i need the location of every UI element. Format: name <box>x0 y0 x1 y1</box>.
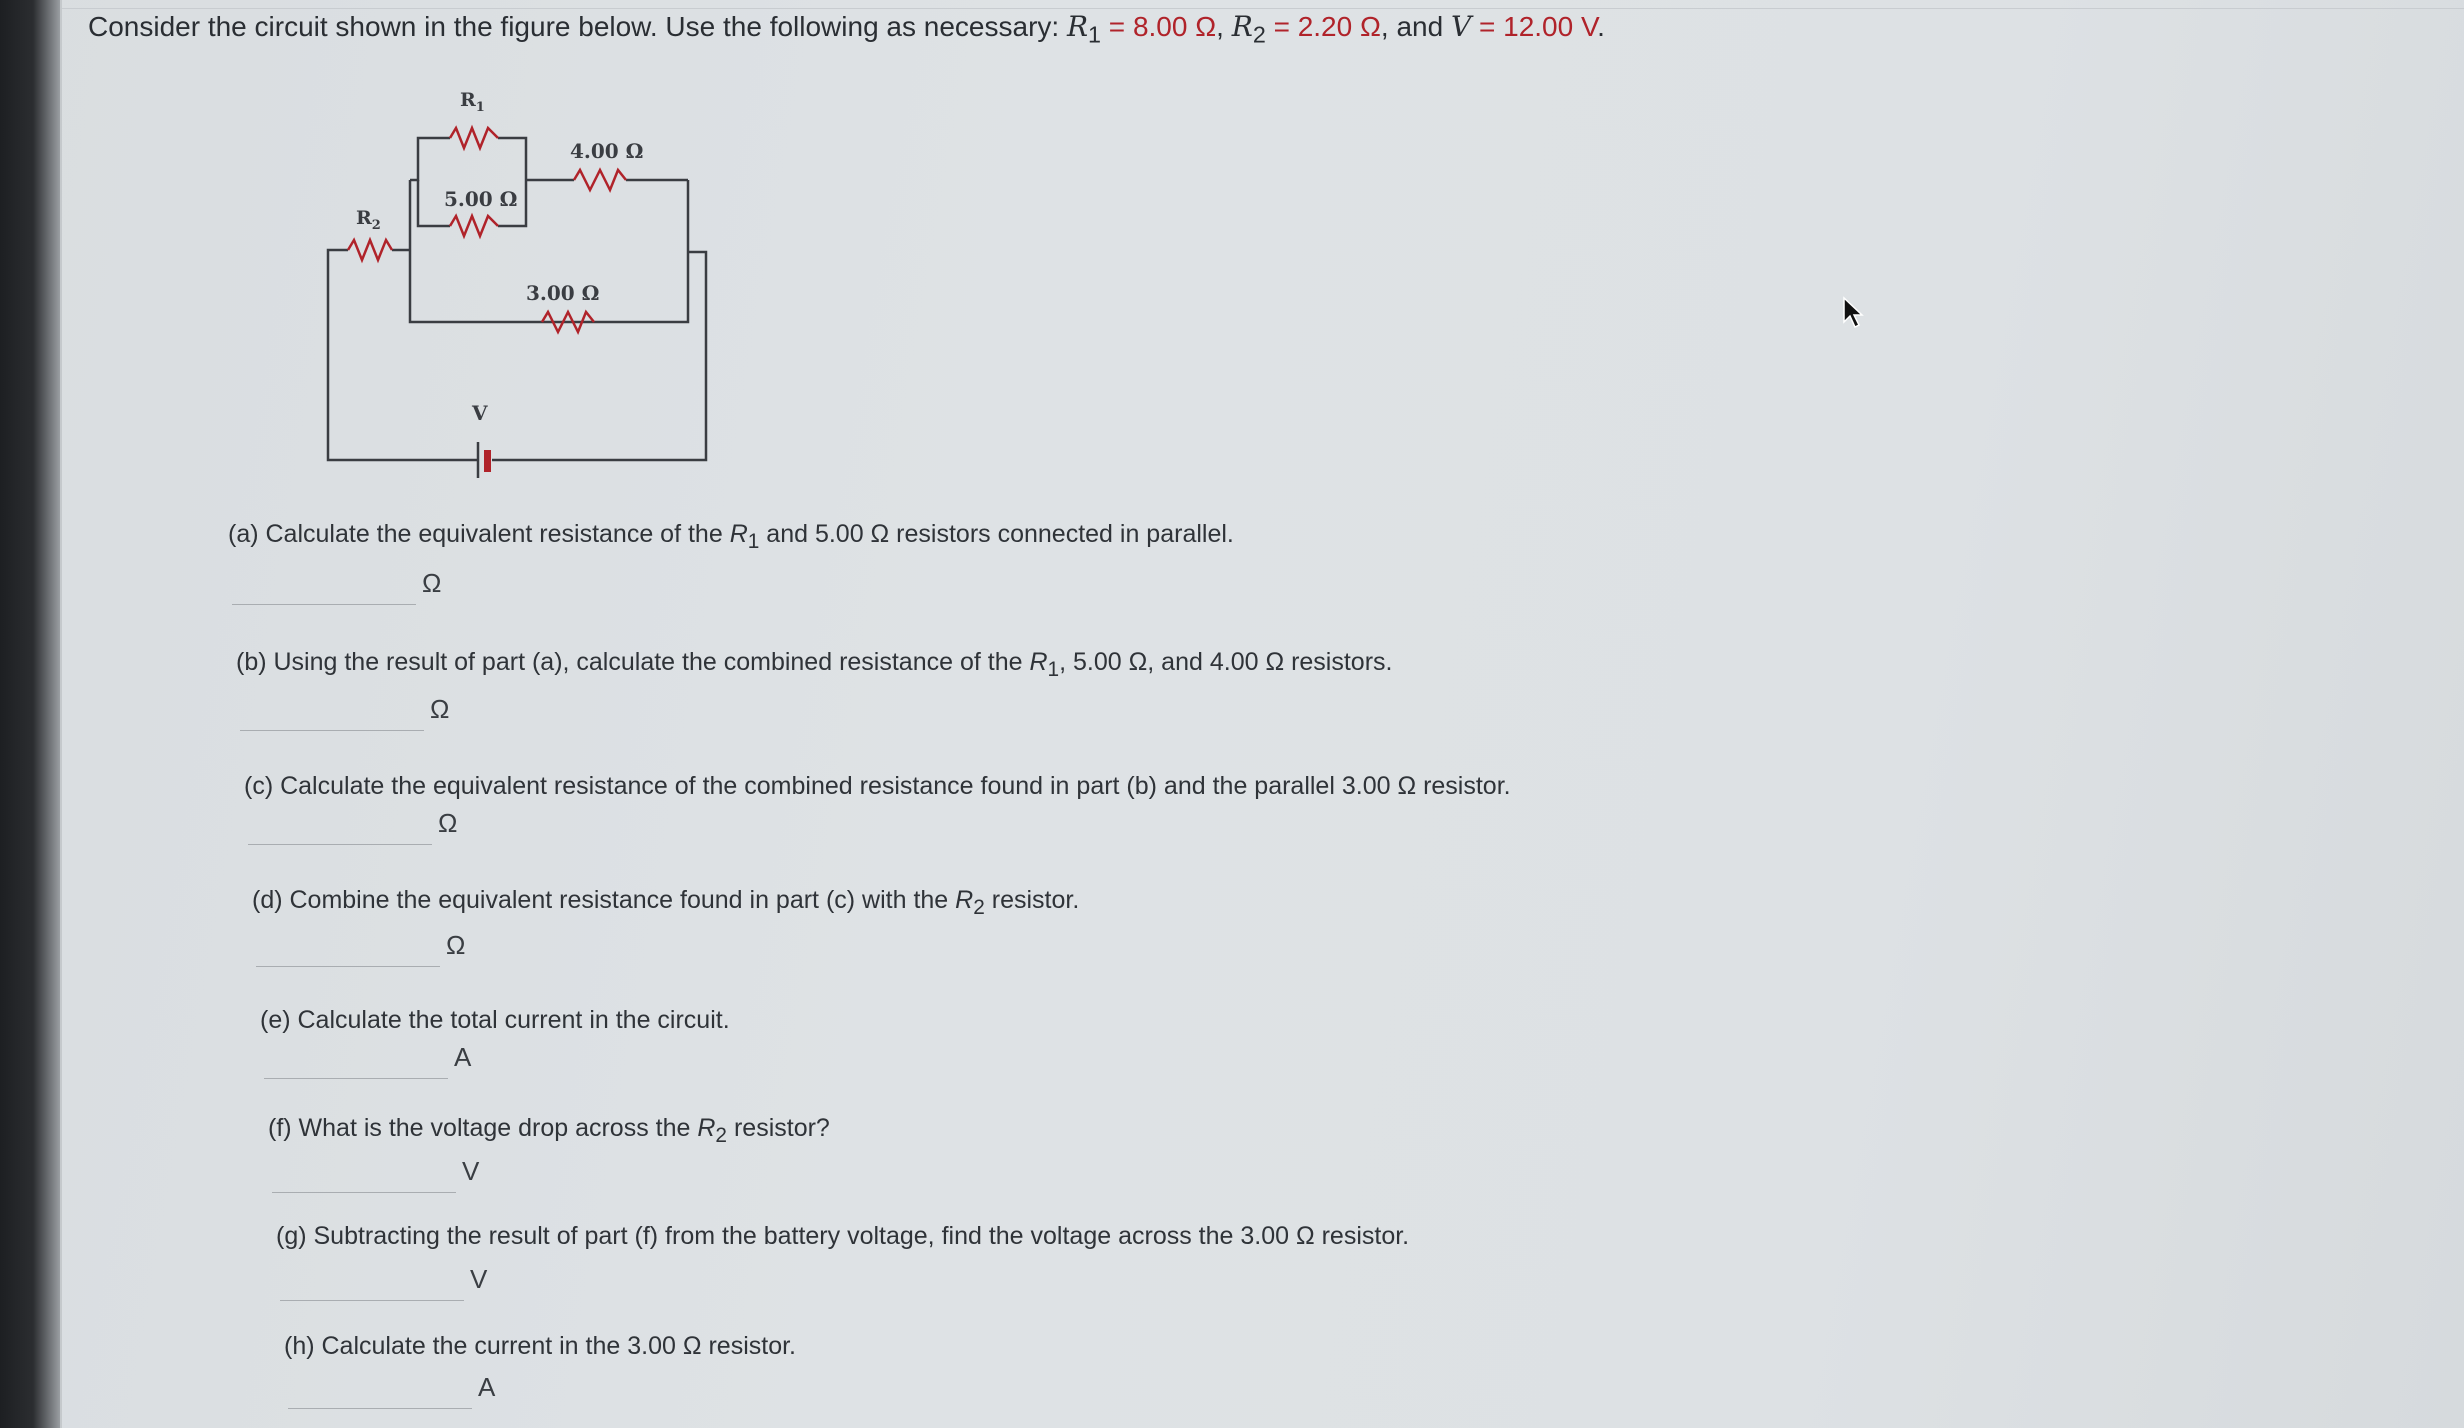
wire-r1-left <box>410 138 450 180</box>
unit-label-g: V <box>470 1264 488 1294</box>
label-r1: $R_1$ <box>460 89 485 115</box>
question-b: (b) Using the result of part (a), calculate the combined resistance of the $R_1$, 5.00 Ω, and 4.00 Ω resistors. <box>236 648 1393 681</box>
unit-label-d: Ω <box>446 930 466 960</box>
separator: , <box>1216 11 1232 42</box>
resistor-5ohm <box>450 216 498 236</box>
label-battery: V <box>472 401 488 425</box>
unit-label-c: Ω <box>438 808 458 838</box>
answer-input-c[interactable] <box>248 806 432 845</box>
intro-text: Consider the circuit shown in the figure below. Use the following as necessary: <box>88 11 1067 42</box>
mouse-pointer-icon <box>1842 296 1866 330</box>
r1-value: = 8.00 Ω <box>1101 11 1217 42</box>
answer-input-b[interactable] <box>240 692 424 731</box>
question-h: (h) Calculate the current in the 3.00 Ω resistor. <box>284 1332 796 1360</box>
unit-label-h: A <box>478 1372 496 1402</box>
voltage-value: = 12.00 V <box>1471 11 1598 42</box>
unit-label-f: V <box>462 1156 480 1186</box>
answer-input-a[interactable] <box>232 566 416 605</box>
r1-symbol: R <box>1066 10 1089 43</box>
label-r2: $R_2$ <box>356 207 381 233</box>
label-3ohm: 3.00 Ω <box>526 281 600 305</box>
problem-statement <box>88 10 1605 49</box>
answer-input-h[interactable] <box>288 1370 472 1409</box>
question-d: (d) Combine the equivalent resistance found in part (c) with the $R_2$ resistor. <box>252 886 1080 919</box>
wire-r1-right <box>498 138 526 226</box>
r2-subscript: 2 <box>1252 21 1266 48</box>
label-5ohm: 5.00 Ω <box>444 187 518 211</box>
voltage-symbol: V <box>1450 10 1472 43</box>
resistor-r1 <box>450 128 498 148</box>
period: . <box>1597 11 1605 42</box>
r1-subscript: 1 <box>1088 21 1102 48</box>
separator: , and <box>1380 11 1451 42</box>
r2-value: = 2.20 Ω <box>1265 11 1381 42</box>
unit-label-a: Ω <box>422 568 442 598</box>
battery-short-plate <box>484 450 491 472</box>
label-4ohm: 4.00 Ω <box>570 139 644 163</box>
question-f: (f) What is the voltage drop across the $R_2$ resistor? <box>268 1114 830 1147</box>
answer-input-g[interactable] <box>280 1262 464 1301</box>
question-a: (a) Calculate the equivalent resistance of the $R_1$ and 5.00 Ω resistors connected in parallel. <box>228 520 1234 553</box>
resistor-r2 <box>348 240 392 260</box>
question-e: (e) Calculate the total current in the circuit. <box>260 1006 730 1034</box>
screen-bezel <box>0 0 60 1428</box>
content-border <box>60 0 62 1428</box>
r2-symbol: R <box>1231 10 1253 43</box>
answer-input-e[interactable] <box>264 1040 448 1079</box>
question-c: (c) Calculate the equivalent resistance of the combined resistance found in part (b) and the parallel 3.00 Ω resistor. <box>244 772 1511 800</box>
question-g: (g) Subtracting the result of part (f) from the battery voltage, find the voltage across the 3.00 Ω resistor. <box>276 1222 1410 1250</box>
circuit-diagram <box>310 80 730 500</box>
top-divider <box>62 8 2464 9</box>
resistor-4ohm <box>574 170 626 190</box>
answer-input-f[interactable] <box>272 1154 456 1193</box>
unit-label-b: Ω <box>430 694 450 724</box>
answer-input-d[interactable] <box>256 928 440 967</box>
wire-left-loop <box>328 250 478 460</box>
unit-label-e: A <box>454 1042 472 1072</box>
